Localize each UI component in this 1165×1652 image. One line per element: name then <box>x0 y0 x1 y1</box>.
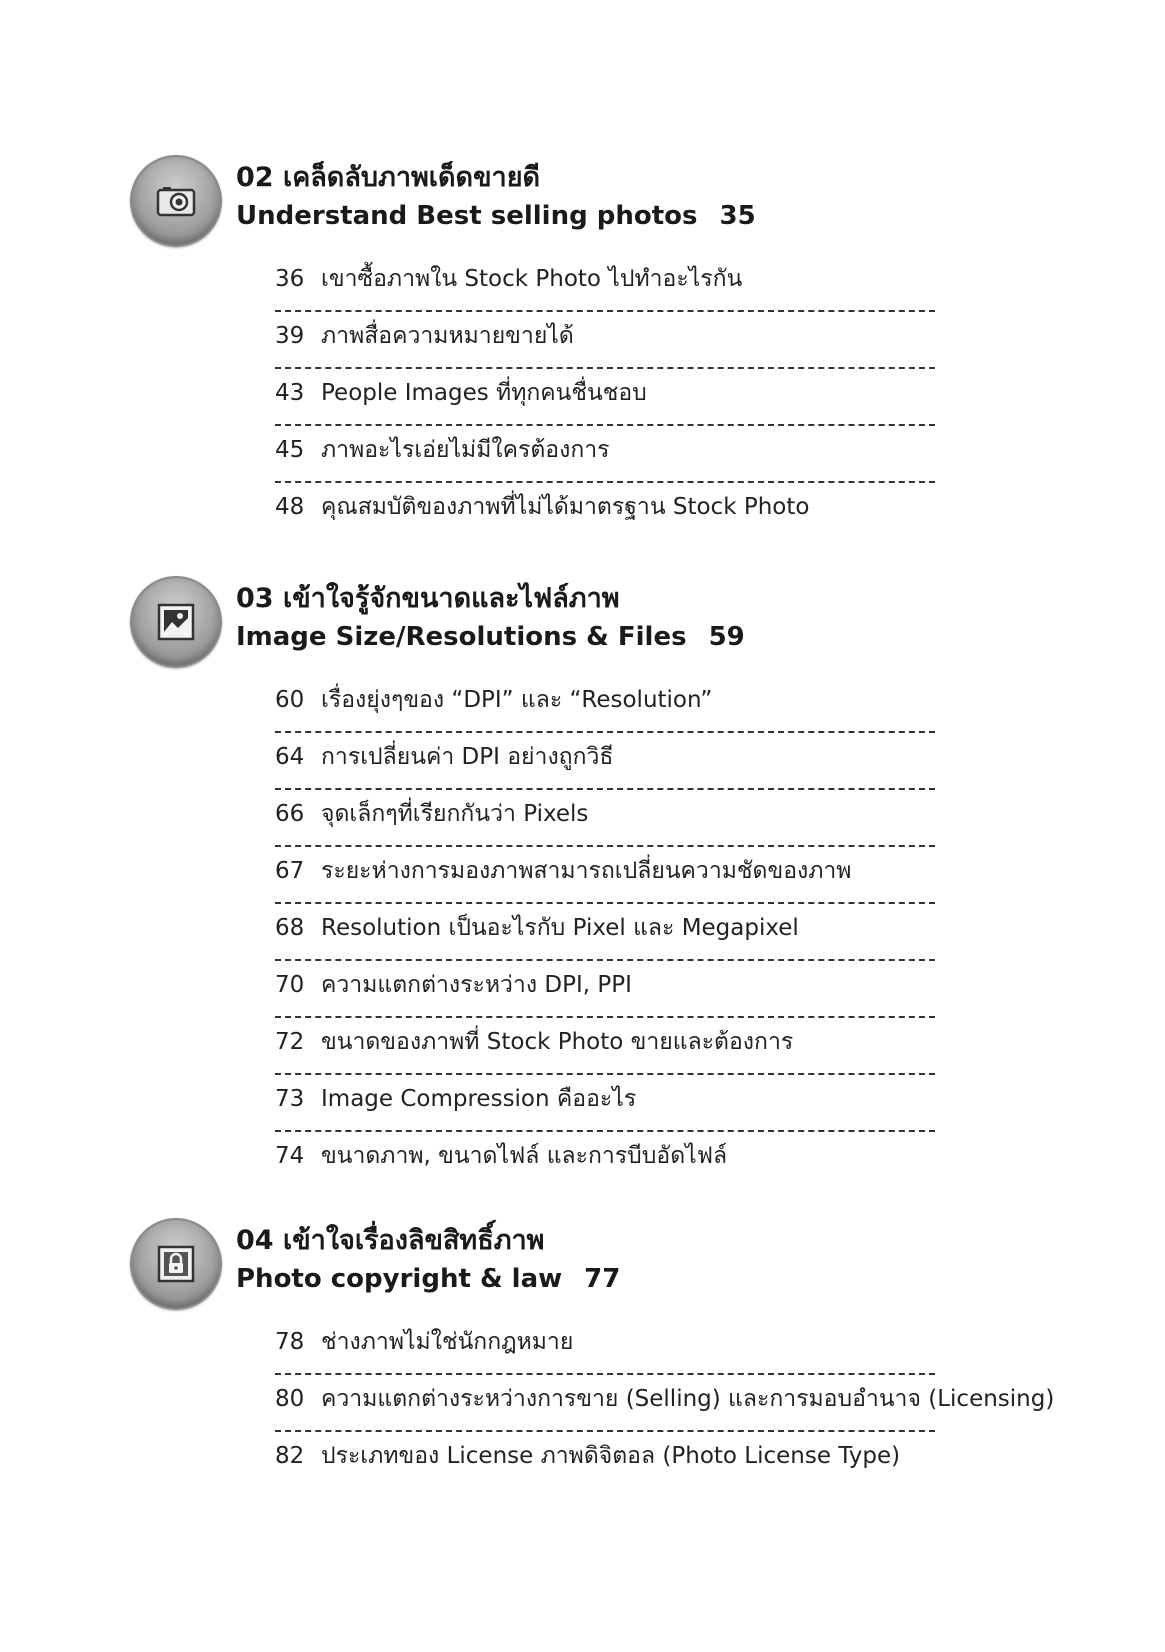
toc-page-number: 43 <box>275 380 305 406</box>
section-header <box>236 580 745 656</box>
toc-item[interactable] <box>275 1075 935 1132</box>
toc-page-number: 60 <box>275 687 305 713</box>
toc-item-title: Resolution เป็นอะไรกับ Pixel และ Megapixel <box>321 915 799 941</box>
section-subtitle: Photo copyright & law <box>236 1264 563 1294</box>
toc-item-title: ขนาดของภาพที่ Stock Photo ขายและต้องการ <box>321 1029 794 1055</box>
toc-page-number: 39 <box>275 323 305 349</box>
section-subtitle-line <box>236 618 745 656</box>
section-subtitle-line <box>236 1260 620 1298</box>
toc-page-number: 48 <box>275 494 305 520</box>
toc-item[interactable] <box>275 1132 935 1187</box>
toc-item-title: People Images ที่ทุกคนชื่นชอบ <box>321 380 647 406</box>
toc-item-title: จุดเล็กๆที่เรียกกันว่า Pixels <box>321 801 589 827</box>
toc-item-title: ประเภทของ License ภาพดิจิตอล (Photo License Type) <box>321 1443 901 1469</box>
toc-item-title: การเปลี่ยนค่า DPI อย่างถูกวิธี <box>321 744 614 770</box>
camera-icon <box>154 179 198 223</box>
section-subtitle-line <box>236 197 756 235</box>
toc-item[interactable] <box>275 904 935 961</box>
toc-page-number: 80 <box>275 1386 305 1412</box>
toc-page-number: 74 <box>275 1143 305 1169</box>
toc-item[interactable] <box>275 312 935 369</box>
toc-item[interactable] <box>275 483 935 538</box>
toc-item[interactable] <box>275 1375 1055 1432</box>
toc-item[interactable] <box>275 1018 935 1075</box>
toc-page-number: 78 <box>275 1329 305 1355</box>
toc-item-title: ภาพสื่อความหมายขายได้ <box>321 323 574 349</box>
toc-page-number: 67 <box>275 858 305 884</box>
toc-item-title: ภาพอะไรเอ่ยไม่มีใครต้องการ <box>321 437 610 463</box>
toc-page-number: 70 <box>275 972 305 998</box>
section-page-number: 77 <box>584 1264 621 1294</box>
toc-list <box>275 255 935 538</box>
section-page-number: 35 <box>719 201 756 231</box>
toc-item-title: เขาซื้อภาพใน Stock Photo ไปทำอะไรกัน <box>321 266 743 292</box>
section-page-number: 59 <box>708 622 745 652</box>
toc-item-title: Image Compression คืออะไร <box>321 1086 637 1112</box>
toc-page-number: 66 <box>275 801 305 827</box>
section-icon <box>130 576 222 668</box>
toc-page-number: 73 <box>275 1086 305 1112</box>
toc-page-number: 36 <box>275 266 305 292</box>
section-header <box>236 159 756 235</box>
section-subtitle: Understand Best selling photos <box>236 201 698 231</box>
toc-item[interactable] <box>275 676 935 733</box>
toc-item[interactable] <box>275 1432 935 1487</box>
lock-photo-icon <box>154 1242 198 1286</box>
section-title: 02 เคล็ดลับภาพเด็ดขายดี <box>236 162 541 193</box>
toc-item-title: ขนาดภาพ, ขนาดไฟล์ และการบีบอัดไฟล์ <box>321 1143 728 1169</box>
toc-item-title: ระยะห่างการมองภาพสามารถเปลี่ยนความชัดของภาพ <box>321 858 852 884</box>
picture-icon <box>154 600 198 644</box>
toc-item[interactable] <box>275 426 935 483</box>
section-title: 04 เข้าใจเรื่องลิขสิทธิ์ภาพ <box>236 1225 545 1256</box>
toc-item-title: ความแตกต่างระหว่าง DPI, PPI <box>321 972 632 998</box>
toc-list <box>275 1318 1055 1487</box>
toc-item[interactable] <box>275 369 935 426</box>
toc-item-title: ความแตกต่างระหว่างการขาย (Selling) และการมอบอำนาจ (Licensing) <box>321 1386 1055 1412</box>
toc-item[interactable] <box>275 255 935 312</box>
toc-item-title: คุณสมบัติของภาพที่ไม่ได้มาตรฐาน Stock Photo <box>321 494 810 520</box>
toc-item[interactable] <box>275 733 935 790</box>
section-header <box>236 1222 620 1298</box>
section-icon <box>130 155 222 247</box>
toc-page-number: 68 <box>275 915 305 941</box>
toc-list <box>275 676 935 1187</box>
toc-item-title: ช่างภาพไม่ใช่นักกฎหมาย <box>321 1329 574 1355</box>
section-subtitle: Image Size/Resolutions & Files <box>236 622 687 652</box>
toc-item[interactable] <box>275 790 935 847</box>
toc-item[interactable] <box>275 847 935 904</box>
section-icon <box>130 1218 222 1310</box>
toc-item[interactable] <box>275 1318 935 1375</box>
toc-item[interactable] <box>275 961 935 1018</box>
toc-page-number: 82 <box>275 1443 305 1469</box>
toc-page-number: 72 <box>275 1029 305 1055</box>
section-title: 03 เข้าใจรู้จักขนาดและไฟล์ภาพ <box>236 583 620 614</box>
toc-item-title: เรื่องยุ่งๆของ “DPI” และ “Resolution” <box>321 687 713 713</box>
toc-page-number: 64 <box>275 744 305 770</box>
toc-page-number: 45 <box>275 437 305 463</box>
